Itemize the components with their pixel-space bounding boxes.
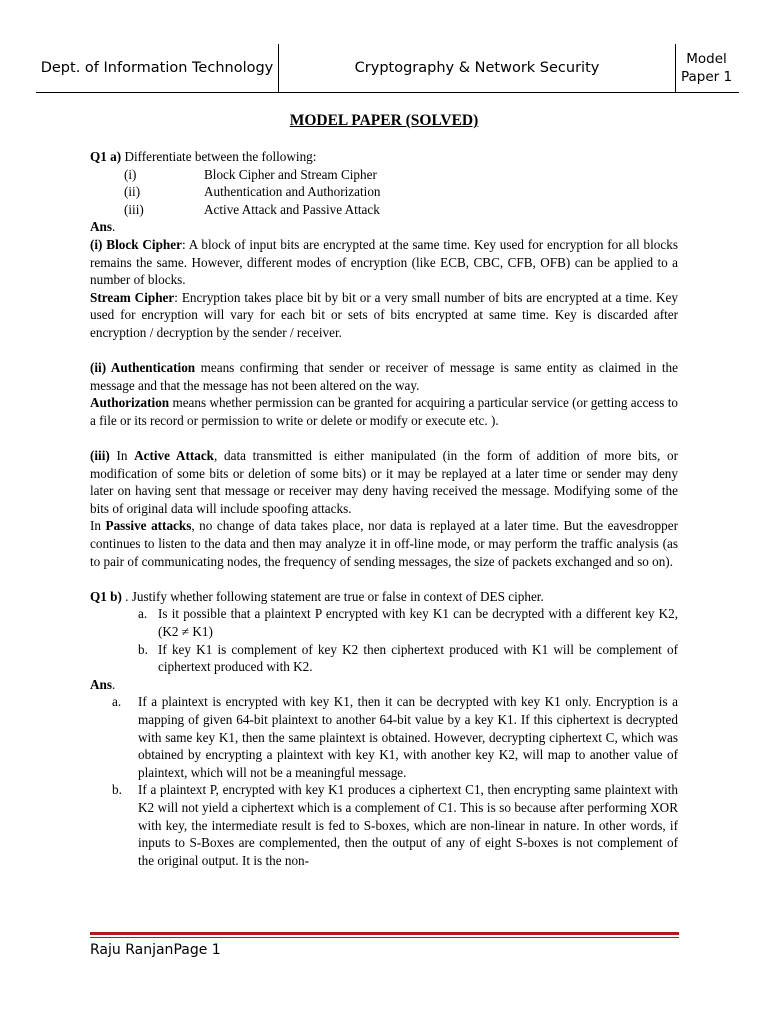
footer-rule-thick (90, 932, 679, 935)
active-attack-text: , data transmitted is either manipulated (in the form of addition of more bits, or modification of some bits or deletion of some bits) or it may be replayed at a later time or sender may deny later on having sent that message or receiver may deny having received the message. Modifying some of the bits of original data will include spoofing attacks. (90, 448, 678, 516)
authentication-text: means confirming that sender or receiver of message is same entity as claimed in the message and that the message has not been altered on the way. (90, 360, 678, 393)
item-number: b. (112, 782, 122, 798)
page-footer (90, 942, 221, 958)
authorization-label: Authorization (90, 395, 170, 411)
page-header (36, 44, 739, 93)
footer-rule-thin (90, 937, 679, 938)
ans-label: Ans (90, 676, 112, 692)
passive-attack-label: Passive attacks (105, 518, 192, 534)
item-text: Is it possible that a plaintext P encrypted with key K1 can be decrypted with a different key K2, (K2 ≠ K1) (158, 606, 678, 640)
document-title: MODEL PAPER (SOLVED) (289, 112, 479, 129)
stream-cipher-text: : Encryption takes place bit by bit or a very small number of bits are encrypted at a time. Key used for encryption will vary for each bit or sets of bits encrypted at same time. Key is discarded after encryption / decryption by the sender / receiver. (90, 289, 678, 340)
item-number: b. (138, 641, 148, 657)
authorization-text: means whether permission can be granted for acquiring a particular service (or getting access to a file or its record or permission to write or delete or modify or execute etc. ). (90, 395, 678, 428)
item-text: If a plaintext is encrypted with key K1, then it can be decrypted with key K1 only. Encryption is a mapping of given 64-bit plaintext to another 64-bit value by a key K1. If this ciphertext is decrypted with same key K1, then the same plaintext is obtained. However, decrypting ciphertext C, which was obtained by encrypting a plaintext with key K1, with another key K2, will map to another value of plaintext, which will not be a meaningful message. (138, 694, 678, 780)
q1b-item (90, 605, 678, 640)
passive-attack-in: In (90, 518, 106, 534)
item-text: If key K1 is complement of key K2 then ciphertext produced with K1 will be complement of ciphertext produced with K2. (158, 641, 678, 675)
q1a-text: Differentiate between the following: (121, 149, 317, 164)
footer-author: Raju Ranjan (90, 942, 174, 958)
item-number: (iii) (124, 201, 144, 217)
q1a-item (90, 201, 678, 219)
item-text: If a plaintext P, encrypted with key K1 produces a ciphertext C1, then encrypting same plaintext with K2 will not yield a ciphertext which is a complement of C1. This is so because after performing XOR with key, the intermediate result is fed to S-boxes, which are non-linear in nature. In other words, if inputs to S-Boxes are complemented, then the output of any of eight S-boxes is not complement of the original output. It is the non- (138, 782, 678, 868)
active-attack-in: In (109, 448, 135, 464)
active-attack-para (90, 447, 678, 517)
passive-attack-para (90, 517, 678, 570)
item-text: Active Attack and Passive Attack (204, 201, 380, 217)
answer-label (90, 218, 678, 236)
item-number: a. (112, 694, 122, 710)
item-number: a. (138, 606, 148, 622)
q1a-item (90, 166, 678, 184)
question-1a (90, 148, 678, 166)
q1b-answer-item (90, 781, 678, 869)
block-cipher-text: : A block of input bits are encrypted at the same time. Key used for encryption for all blocks remains the same. However, different modes of encryption (like ECB, CBC, CFB, OFB) can be applied to a number of blocks. (90, 236, 678, 288)
q1a-item (90, 183, 678, 201)
document-body (90, 148, 678, 869)
q1b-item (90, 641, 678, 676)
authentication-label: (ii) Authentication (90, 360, 196, 376)
ans-dot: . (112, 676, 116, 692)
header-paper: Model Paper 1 (680, 51, 733, 85)
footer-page-number: Page 1 (173, 942, 221, 958)
item-number: (ii) (124, 184, 141, 200)
authorization-para (90, 394, 678, 429)
item-text: Authentication and Authorization (204, 184, 381, 200)
block-cipher-para (90, 236, 678, 289)
answer-label (90, 676, 678, 694)
active-attack-label: Active Attack (134, 448, 215, 464)
header-course: Cryptography & Network Security (278, 44, 676, 92)
q1a-label: Q1 a) (90, 149, 122, 164)
q1b-text: . Justify whether following statement are true or false in context of DES cipher. (121, 588, 544, 604)
q1b-label: Q1 b) (90, 588, 122, 604)
stream-cipher-para (90, 289, 678, 342)
authentication-para (90, 359, 678, 394)
ans-label: Ans (90, 219, 112, 235)
item-text: Block Cipher and Stream Cipher (204, 166, 377, 182)
q1b-answer-item (90, 693, 678, 781)
block-cipher-label: (i) Block Cipher (90, 236, 182, 252)
passive-attack-text: , no change of data takes place, nor data is replayed at a later time. But the eavesdropper continues to listen to the data and then may analyze it in off-line mode, or may perform the traffic analysis (as to pair of communicating nodes, the frequency of sending messages, the size of packets exchanged and so on). (90, 518, 678, 569)
active-attack-num: (iii) (90, 448, 110, 464)
question-1b (90, 588, 678, 606)
header-dept: Dept. of Information Technology (40, 60, 274, 76)
item-number: (i) (124, 166, 137, 182)
stream-cipher-label: Stream Cipher (90, 289, 175, 305)
ans-dot: . (112, 219, 116, 235)
